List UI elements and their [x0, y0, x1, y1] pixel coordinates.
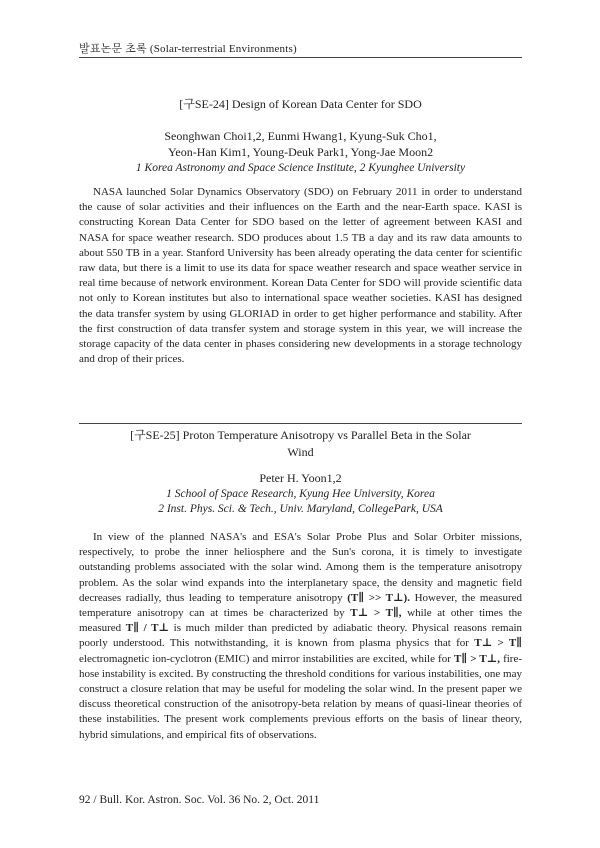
- anisotropy-condition-4: T∥ > T⊥,: [453, 652, 500, 665]
- anisotropy-condition-2: T⊥ > T∥,: [350, 607, 402, 620]
- abstract1-body: [79, 185, 522, 367]
- anisotropy-ratio: T∥ / T⊥: [125, 622, 169, 635]
- abstract2-text-3: while at other times the measured: [79, 607, 523, 635]
- abstract2-text-5: electromagnetic ion-cyclotron (EMIC) and mirror instabilities are excited, while for: [79, 652, 451, 665]
- abstract2-paragraph: [79, 530, 522, 743]
- abstract1-authors-line2: Yeon-Han Kim1, Young-Deuk Park1, Yong-Jae Moon2: [167, 145, 434, 159]
- header-rule: [79, 57, 522, 58]
- abstract2-title-line2: Wind: [287, 445, 314, 459]
- abstract2-title: [79, 427, 522, 461]
- running-head: 발표논문 초록 (Solar-terrestrial Environments): [79, 43, 297, 55]
- section-rule: [79, 423, 522, 424]
- abstract2-body: [79, 530, 522, 743]
- abstract2-text-1: In view of the planned NASA's and ESA's Solar Probe Plus and Solar Orbiter missions, respectively, to probe the inner heliosphere and the Sun's corona, it is timely to investigate outstanding problems associated with the solar wind. Among them is the temperature anisotropy problem. As the solar wind expands into the interplanetary space, the density and magnetic field decreases radially, thus leading to temperature anisotropy: [79, 531, 522, 604]
- anisotropy-condition-1: (T∥ >> T⊥).: [347, 591, 410, 604]
- abstract1-paragraph: NASA launched Solar Dynamics Observatory (SDO) on February 2011 in order to understand the cause of solar activities and their influences on the Earth and the near-Earth space. KASI is constructing Korean Data Center for SDO based on the letter of agreement between KASI and NASA for space weather research. SDO produces about 1.5 TB a day and its raw data amounts to about 550 TB in a year. Stanford University has been already operating the data center for scientific raw data, but there is a limit to use its data for space weather research and space weather service in real time because of network environment. Korean Data Center for SDO will provide scientific data not only to Korean institutes but also to international space weather societies. KASI has designed the data transfer system by using GLORIAD in order to get higher performance and stability. After the first construction of data transfer system and storage system in this year, we will increase the storage capacity of the data center in phases considering new developments in a storage technology and drop of their prices.: [79, 186, 522, 366]
- abstract2-affiliation1: 1 School of Space Research, Kyung Hee University, Korea: [166, 488, 435, 500]
- abstract1-authors-line1: Seonghwan Choi1,2, Eunmi Hwang1, Kyung-Suk Cho1,: [164, 129, 437, 143]
- page-footer: 92 / Bull. Kor. Astron. Soc. Vol. 36 No. 2, Oct. 2011: [79, 794, 320, 806]
- abstract2-text-2: However, the measured temperature anisotropy can at times be characterized by: [79, 591, 522, 620]
- abstract1-affiliations: 1 Korea Astronomy and Space Science Institute, 2 Kyunghee University: [135, 162, 466, 174]
- anisotropy-condition-3: T⊥ > T∥: [474, 637, 522, 650]
- abstract2-affiliation2: 2 Inst. Phys. Sci. & Tech., Univ. Maryland, CollegePark, USA: [158, 503, 443, 515]
- abstract2-title-line1: [구SE-25] Proton Temperature Anisotropy vs Parallel Beta in the Solar: [130, 428, 471, 442]
- abstract1-title: [구SE-24] Design of Korean Data Center for SDO: [179, 97, 422, 111]
- abstract2-text-6: fire-hose instability is excited. By constructing the threshold conditions for various instabilities, one may construct a closure relation that may be useful for modeling the solar wind. In the present paper we discuss theoretical construction of the anisotropy-beta relation by means of quasi-linear theories of these instabilities. The present work complements previous efforts on the basis of linear theory, hybrid simulations, and empirical fits of observations.: [79, 652, 523, 741]
- abstract2-author: Peter H. Yoon1,2: [259, 471, 342, 485]
- abstract2-text-4: is much milder than predicted by adiabatic theory. Physical reasons remain poorly understood. This notwithstanding, it is known from plasma physics that for: [79, 622, 523, 650]
